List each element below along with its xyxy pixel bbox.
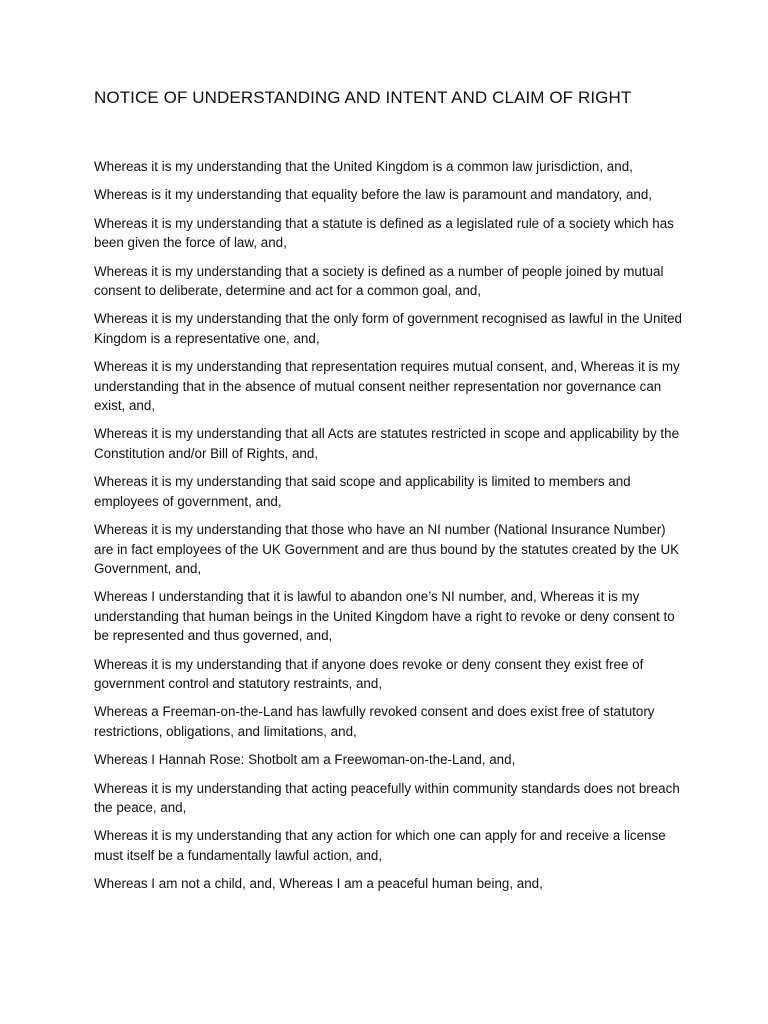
paragraph: Whereas it is my understanding that said scope and applicability is limited to members and employees of government, and, (94, 474, 631, 509)
document-body (94, 157, 682, 903)
paragraph: Whereas is it my understanding that equality before the law is paramount and mandatory, and, (94, 187, 653, 203)
paragraph: Whereas a Freeman-on-the-Land has lawfully revoked consent and does exist free of statutory restrictions, obligations, and limitations, and, (94, 704, 655, 739)
paragraph: Whereas it is my understanding that the only form of government recognised as lawful in the United Kingdom is a representative one, and, (94, 311, 683, 346)
paragraph: Whereas I am not a child, and, Whereas I am a peaceful human being, and, (94, 876, 543, 892)
document-title: NOTICE OF UNDERSTANDING AND INTENT AND CLAIM OF RIGHT (94, 88, 632, 107)
paragraph: Whereas it is my understanding that any action for which one can apply for and receive a license must itself be a fundamentally lawful action, and, (94, 828, 666, 863)
paragraph: Whereas I Hannah Rose: Shotbolt am a Freewoman-on-the-Land, and, (94, 752, 516, 768)
paragraph: Whereas it is my understanding that the United Kingdom is a common law jurisdiction, and, (94, 159, 633, 174)
paragraph: Whereas it is my understanding that acting peacefully within community standards does not breach the peace, and, (94, 780, 680, 815)
paragraph: Whereas it is my understanding that representation requires mutual consent, and, Whereas it is my understanding that in the absence of mutual consent neither representation nor governance can exist, and, (94, 359, 680, 414)
paragraph: Whereas I understanding that it is lawful to abandon one’s NI number, and, Whereas it is my understanding that human beings in the United Kingdom have a right to revoke or deny consent to be represented and thus governed, and, (94, 589, 675, 644)
paragraph: Whereas it is my understanding that those who have an NI number (National Insurance Number) are in fact employees of the UK Government and are thus bound by the statutes created by the UK Government, and, (94, 522, 680, 576)
paragraph: Whereas it is my understanding that if anyone does revoke or deny consent they exist free of government control and statutory restraints, and, (94, 656, 644, 691)
paragraph: Whereas it is my understanding that a statute is defined as a legislated rule of a society which has been given the force of law, and, (94, 215, 674, 251)
paragraph: Whereas it is my understanding that all Acts are statutes restricted in scope and applicability by the Constitution and/or Bill of Rights, and, (94, 426, 680, 461)
paragraph: Whereas it is my understanding that a society is defined as a number of people joined by mutual consent to deliberate, determine and act for a common goal, and, (94, 263, 664, 299)
